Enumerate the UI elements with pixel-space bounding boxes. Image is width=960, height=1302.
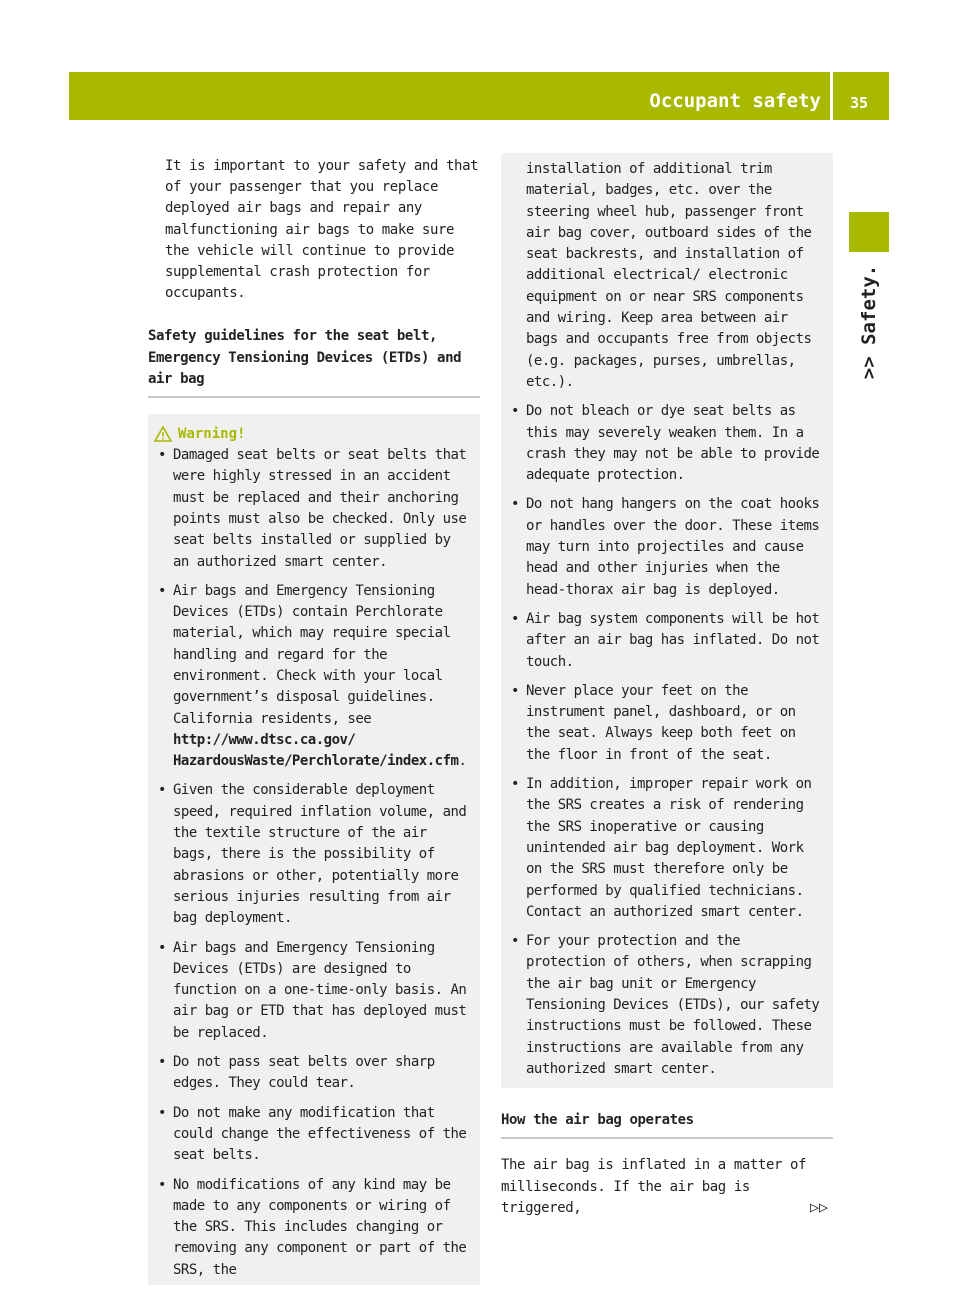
warning-box <box>148 414 480 1285</box>
header-separator <box>830 72 833 120</box>
list-item: • Do not bleach or dye seat belts as this may severely weaken them. In a crash they may not be able to provide adequate protection. <box>511 403 820 484</box>
list-item: • Damaged seat belts or seat belts that were highly stressed in an accident must be replaced and their anchoring points must also be checked. Only use seat belts installed or supplied by an authorized smart center. <box>158 447 467 570</box>
list-item: • Air bags and Emergency Tensioning Devices (ETDs) are designed to function on a one-time-only basis. An air bag or ETD that has deployed must be replaced. <box>158 939 467 1041</box>
list-item: • Do not pass seat belts over sharp edges. They could tear. <box>158 1054 435 1092</box>
warning-list-right <box>507 401 827 1080</box>
header-title: Occupant safety <box>649 90 821 112</box>
next-page-icon: ▷▷ <box>810 1198 829 1216</box>
list-item: • For your protection and the protection of others, when scrapping the air bag unit or Emergency Tensioning Devices (ETDs), our safety instructions must be followed. These instructions are available from any authorized smart center. <box>511 933 820 1077</box>
right-column <box>501 153 833 1219</box>
warning-triangle-icon <box>154 426 172 442</box>
warning-list-left <box>154 445 474 1281</box>
warning-continuation: installation of additional trim material, badges, etc. over the steering wheel hub, passenger front air bag cover, outboard sides of the seat backrests, and installation of additional electrical/ electronic equipment on or near SRS components and wiring. Keep area between air bags and occupants free from objects (e.g. packages, purses, umbrellas, etc.). <box>526 161 812 390</box>
section-title-air-bag-operates: How the air bag operates <box>501 1110 833 1139</box>
list-item: • In addition, improper repair work on the SRS creates a risk of rendering the SRS inoperative or causing unintended air bag deployment. Work on the SRS must therefore only be performed by qualified technicians. Contact an authorized smart center. <box>511 776 812 920</box>
page-number: 35 <box>850 94 869 112</box>
side-tab-marker <box>849 212 889 252</box>
warning-label: Warning! <box>178 426 246 443</box>
list-item: • Air bag system components will be hot after an air bag has inflated. Do not touch. <box>511 610 820 670</box>
left-column <box>148 156 480 1285</box>
air-bag-paragraph: The air bag is inflated in a matter of milliseconds. If the air bag is triggered, <box>501 1157 807 1216</box>
list-item: • Given the considerable deployment speed, required inflation volume, and the textile structure of the air bags, there is the possibility of abrasions or other, potentially more serious injuries resulting from air bag deployment. <box>158 782 467 927</box>
warning-box-continued <box>501 153 833 1088</box>
list-item: • Do not hang hangers on the coat hooks or handles over the door. These items may turn into projectiles and cause head and other injuries when the head-thorax air bag is deployed. <box>511 496 820 598</box>
section-title-safety-guidelines: Safety guidelines for the seat belt, Emergency Tensioning Devices (ETDs) and air bag <box>148 326 480 398</box>
list-item: • Do not make any modification that could change the effectiveness of the seat belts. <box>158 1104 467 1164</box>
list-item: • No modifications of any kind may be made to any components or wiring of the SRS. This includes changing or removing any component or part of the SRS, the <box>158 1176 467 1278</box>
perchlorate-link[interactable]: http://www.dtsc.ca.gov/ HazardousWaste/Perchlorate/index.cfm <box>173 731 459 770</box>
list-item-perchlorate: • Air bags and Emergency Tensioning Devices (ETDs) contain Perchlorate material, which may require special handling and regard for the environment. Check with your local government’s disposal guidelines. California residents, see http://www.dtsc.ca.gov/ HazardousWaste/Perchlorate/index.cfm. <box>158 582 467 770</box>
side-tab-label <box>849 262 889 382</box>
list-item: • Never place your feet on the instrument panel, dashboard, or on the seat. Always keep both feet on the floor in front of the seat. <box>511 682 796 763</box>
page-header <box>69 72 889 120</box>
side-tab-text: >> Safety. <box>858 264 880 380</box>
intro-paragraph: It is important to your safety and that of your passenger that you replace deployed air bags and repair any malfunctioning air bags to make sure the vehicle will continue to provide supplemental crash protection for occupants. <box>165 158 479 302</box>
perchlorate-text: Air bags and Emergency Tensioning Devices (ETDs) contain Perchlorate material, which may require special handling and regard for the environment. Check with your local government’s disposal guidelines. California residents, see <box>173 582 451 727</box>
warning-heading <box>154 426 474 442</box>
